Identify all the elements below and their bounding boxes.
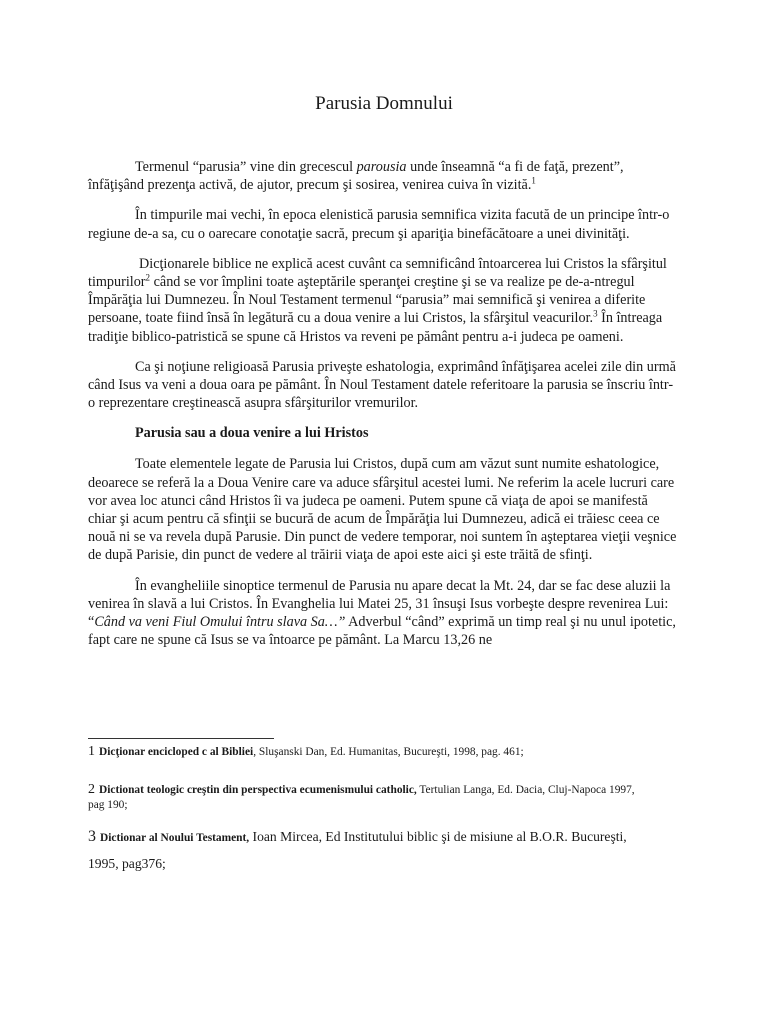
paragraph-text: Adverbul “când” exprimă un timp real şi nu unul ipotetic, fapt care ne spune că Isus se va întoarce pe pământ. La Marcu 13,26 ne (88, 614, 676, 649)
paragraph-2: În timpurile mai vechi, în epoca elenistică parusia semnifica vizita facută de un principe într-o regiune de-a sa, cu o oarecare conotaţie sacră, precum şi apariţia binefăcătoare a unei divinităţi. (88, 207, 670, 242)
paragraph-text: Termenul “parusia” vine din grecescul (135, 159, 357, 175)
footnote-source-title: Dicţionar encicloped c al Bibliei (99, 746, 254, 758)
footnote-ref: 1 (531, 175, 536, 186)
footnote-number: 2 (88, 782, 95, 797)
paragraph-text: când se vor împlini toate aşteptările speranţei creştine şi se va realize pe de-a-ntregul Împărăţia lui Dumnezeu. În Noul Testament termenul “parusia” mai semnifică şi venirea a diferite persoane, toate fiind însă în legătură cu a doua venire a lui Cristos, la sfârşitul veacurilor. (88, 274, 646, 327)
footnote-details: Tertulian Langa, Ed. Dacia, Cluj-Napoca 1997, pag 190; (88, 784, 635, 811)
footnote-details: , Sluşanski Dan, Ed. Humanitas, Bucureşti, 1998, pag. 461; (253, 746, 524, 758)
paragraph-5: Toate elementele legate de Parusia lui Cristos, după cum am văzut sunt numite eshatologice, deoarece se referă la a Doua Venire care va aduce sfârşitul acestei lumi. Ne referim la acele lucruri care vor avea loc atunci când Hristos îi va judeca pe oameni. Putem spune că viaţa de apoi se manifestă chiar şi acum pentru că sfinţii se bucură de acum de Împărăţia lui Dumnezeu, adică ei trăiesc ceea ce nouă ni se va revela după Parusie. Din punct de vedere temporar, noi suntem în aşteptarea vieţii veşnice de după Parisie, din punct de vedere al trăirii viaţa de apoi este aici şi este trăită de sfinţi. (88, 456, 677, 564)
footnote-1 (88, 744, 524, 760)
section-heading: Parusia sau a doua venire a lui Hristos (135, 425, 369, 442)
footnote-divider (88, 738, 274, 739)
footnote-ref: 3 (593, 308, 598, 319)
paragraph-text: Dicţionarele biblice ne explică acest cuvânt ca semnificând întoarcerea lui Cristos la sfârşitul timpurilor (88, 255, 667, 291)
footnote-source-title: Dictionar al Noului Testament, (100, 832, 250, 844)
paragraph-3 (88, 255, 678, 346)
italic-quote: Când va veni Fiul Omului întru slava Sa…” (94, 614, 346, 631)
paragraph-6 (88, 577, 678, 650)
paragraph-text: În întreaga tradiţie biblico-patristică se spune că Hristos va reveni pe pământ pentru a-i judeca pe oameni. (88, 310, 663, 345)
paragraph-text: În evangheliile sinoptice termenul de Parusia nu apare decat la Mt. 24, dar se fac dese aluzii la venirea în slavă a lui Cristos. În Evanghelia lui Matei 25, 31 însuşi Isus vorbeşte despre revenirea Lui: “ (88, 577, 671, 631)
document-body (88, 158, 678, 661)
footnote-2 (88, 782, 648, 813)
footnote-details: Ioan Mircea, Ed Institutului biblic şi de misiune al B.O.R. Bucureşti, 1995, pag376; (88, 829, 627, 871)
footnote-number: 1 (88, 744, 95, 759)
paragraph-4: Ca şi noţiune religioasă Parusia priveşte eshatologia, exprimând înfăţişarea acelei zile din urmă când Isus va veni a doua oara pe pământ. În Noul Testament datele referitoare la parusia se înscriu într-o reprezentare creştinească asupra sfârşiturilor vremurilor. (88, 358, 676, 412)
footnote-source-title: Dictionat teologic creştin din perspectiva ecumenismului catholic, (99, 784, 417, 796)
paragraph-text: unde înseamnă “a fi de faţă, prezent”, înfăţişând prezenţa activă, de ajutor, precum şi sosirea, venirea cuiva în vizită. (88, 159, 624, 194)
page-title: Parusia Domnului (315, 93, 453, 114)
footnote-ref: 2 (145, 272, 151, 283)
footnote-3 (88, 824, 648, 877)
paragraph-1 (88, 158, 678, 194)
italic-term: parousia (356, 159, 407, 175)
footnote-number: 3 (88, 828, 96, 845)
